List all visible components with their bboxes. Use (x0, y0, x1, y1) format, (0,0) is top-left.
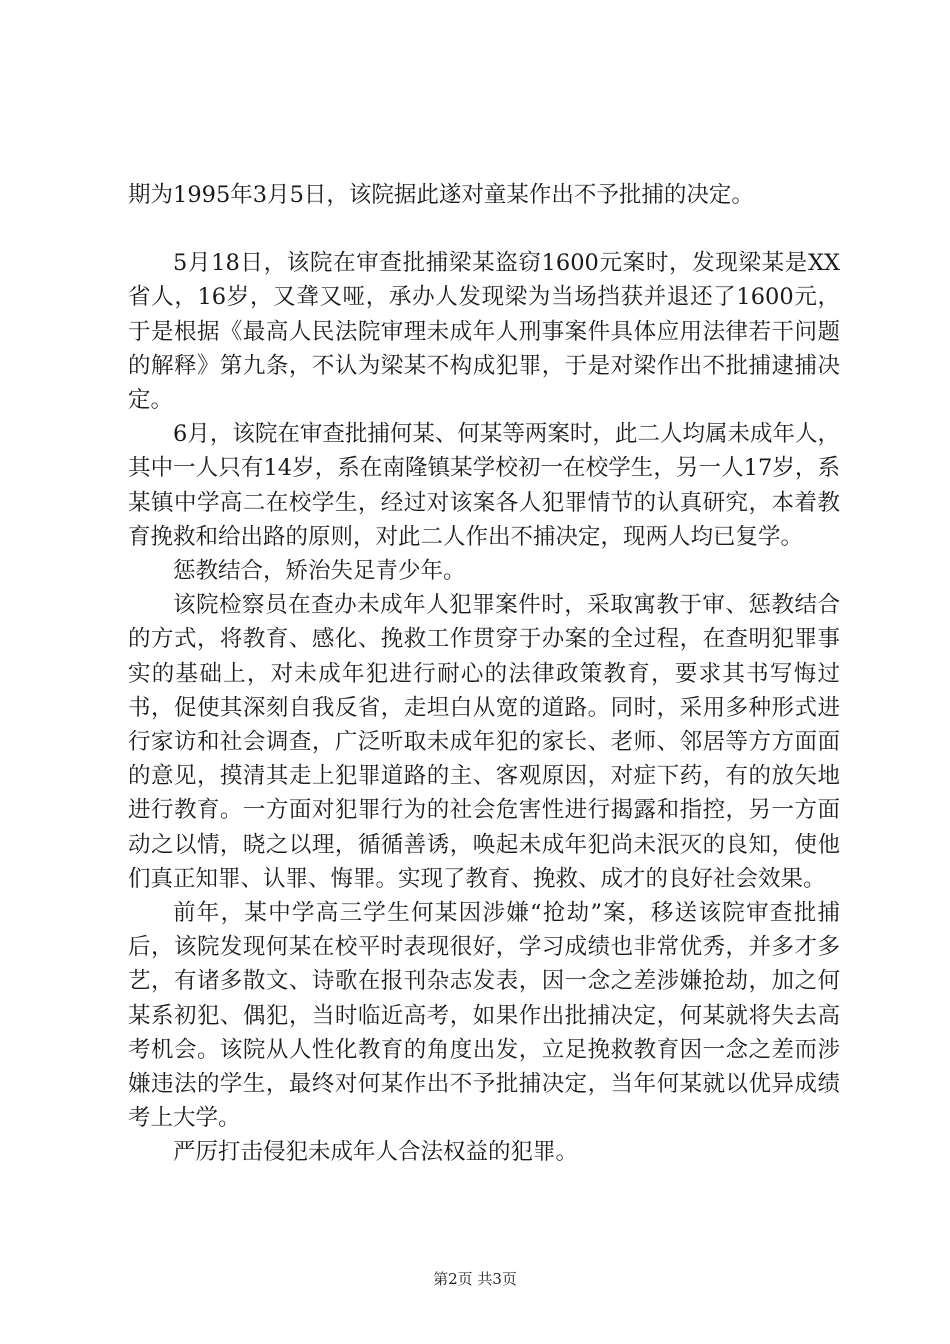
paragraph: 期为1995年3月5日，该院据此遂对童某作出不予批捕的决定。 (128, 182, 754, 208)
page-number-footer: 第2页 共3页 (433, 1270, 517, 1288)
paragraph: 6月，该院在审查批捕何某、何某等两案时，此二人均属未成年人，其中一人只有14岁，系在南隆镇某学校初一在校学生，另一人17岁，系某镇中学高二在校学生，经过对该案各人犯罪情节的认真研究，本着教育挽救和给出路的原则，对此二人作出不捕决定，现两人均已复学。 (128, 421, 840, 550)
paragraph: 前年，某中学高三学生何某因涉嫌“抢劫”案，移送该院审查批捕后，该院发现何某在校平时表现很好，学习成绩也非常优秀，并多才多艺，有诸多散文、诗歌在报刊杂志发表，因一念之差涉嫌抢劫，加之何某系初犯、偶犯，当时临近高考，如果作出批捕决定，何某就将失去高考机会。该院从人性化教育的角度出发，立足挽救教育因一念之差而涉嫌违法的学生，最终对何某作出不予批捕决定，当年何某就以优异成绩考上大学。 (128, 900, 840, 1132)
paragraph: 5月18日，该院在审查批捕梁某盗窃1600元案时，发现梁某是XX省人，16岁，又聋又哑，承办人发现梁为当场挡获并退还了1600元，于是根据《最高人民法院审理未成年人刑事案件具体应用法律若干问题的解释》第九条，不认为梁某不构成犯罪，于是对梁作出不批捕逮捕决定。 (128, 250, 840, 414)
document-body (128, 178, 840, 1170)
section-heading: 严厉打击侵犯未成年人合法权益的犯罪。 (173, 1139, 579, 1166)
section-heading: 惩教结合，矫治失足青少年。 (173, 558, 466, 585)
paragraph: 该院检察员在查办未成年人犯罪案件时，采取寓教于审、惩教结合的方式，将教育、感化、挽救工作贯穿于办案的全过程，在查明犯罪事实的基础上，对未成年犯进行耐心的法律政策教育，要求其书写悔过书，促使其深刻自我反省，走坦白从宽的道路。同时，采用多种形式进行家访和社会调查，广泛听取未成年犯的家长、老师、邻居等方方面面的意见，摸清其走上犯罪道路的主、客观原因，对症下药，有的放矢地进行教育。一方面对犯罪行为的社会危害性进行揭露和指控，另一方面动之以情，晓之以理，循循善诱，唤起未成年犯尚未泯灭的良知，使他们真正知罪、认罪、悔罪。实现了教育、挽救、成才的良好社会效果。 (128, 592, 840, 892)
